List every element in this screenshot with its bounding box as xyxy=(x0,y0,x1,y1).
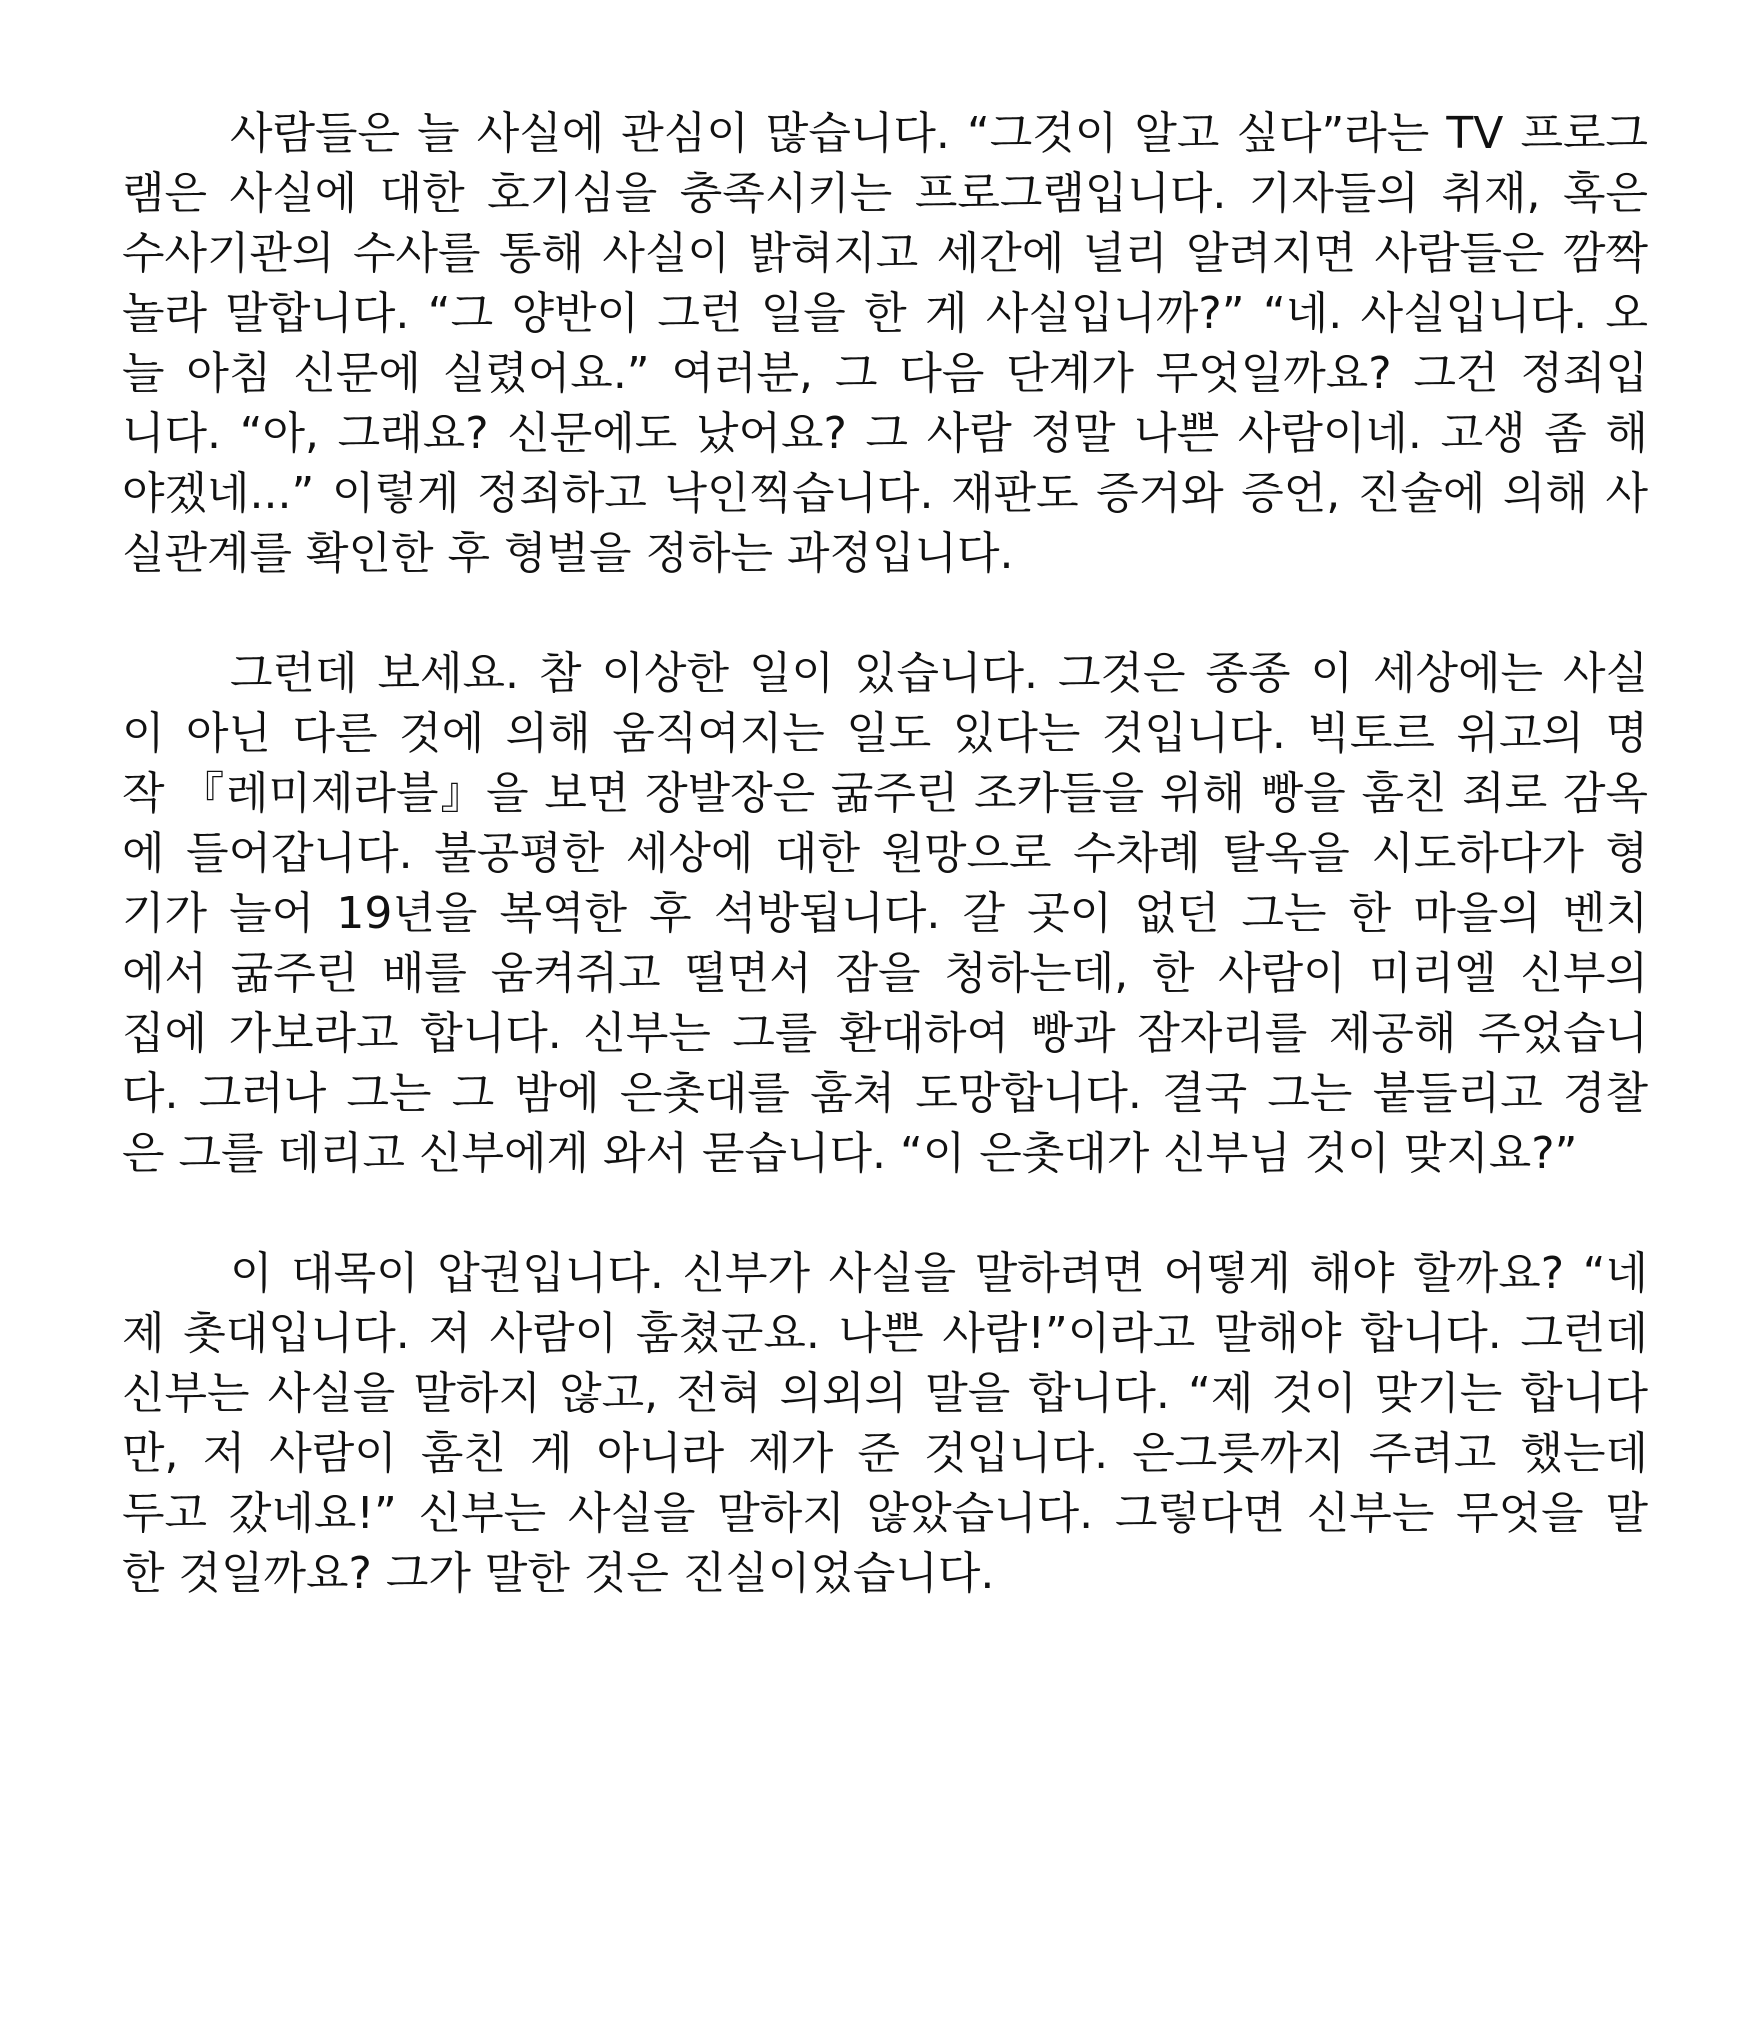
text-line: 은 그를 데리고 신부에게 와서 묻습니다. “이 은촛대가 신부님 것이 맞지요?” xyxy=(122,1128,1578,1179)
text-line: 작 『레미제라블』을 보면 장발장은 굶주린 조카들을 위해 빵을 훔친 죄로 감옥 xyxy=(122,768,1648,819)
text-line: 신부는 사실을 말하지 않고, 전혀 의외의 말을 합니다. “제 것이 맞기는 합니다 xyxy=(122,1368,1648,1419)
text-line: 제 촛대입니다. 저 사람이 훔쳤군요. 나쁜 사람!”이라고 말해야 합니다. 그런데 xyxy=(122,1308,1648,1359)
text-line: 집에 가보라고 합니다. 신부는 그를 환대하여 빵과 잠자리를 제공해 주었습니 xyxy=(122,1008,1649,1059)
text-line: 이 대목이 압권입니다. 신부가 사실을 말하려면 어떻게 해야 할까요? “네 xyxy=(230,1248,1648,1299)
text-line: 만, 저 사람이 훔친 게 아니라 제가 준 것입니다. 은그릇까지 주려고 했는데 xyxy=(122,1428,1648,1479)
text-line: 램은 사실에 대한 호기심을 충족시키는 프로그램입니다. 기자들의 취재, 혹은 xyxy=(122,168,1648,219)
text-line: 야겠네...” 이렇게 정죄하고 낙인찍습니다. 재판도 증거와 증언, 진술에 의해 사 xyxy=(122,468,1648,519)
text-line: 니다. “아, 그래요? 신문에도 났어요? 그 사람 정말 나쁜 사람이네. 고생 좀 해 xyxy=(122,408,1648,459)
text-line: 에서 굶주린 배를 움켜쥐고 떨면서 잠을 청하는데, 한 사람이 미리엘 신부의 xyxy=(122,948,1648,999)
text-line: 에 들어갑니다. 불공평한 세상에 대한 원망으로 수차례 탈옥을 시도하다가 형 xyxy=(122,828,1648,879)
text-line: 수사기관의 수사를 통해 사실이 밝혀지고 세간에 널리 알려지면 사람들은 깜짝 xyxy=(122,228,1648,279)
text-line: 다. 그러나 그는 그 밤에 은촛대를 훔쳐 도망합니다. 결국 그는 붙들리고 경찰 xyxy=(122,1068,1648,1119)
text-line: 그런데 보세요. 참 이상한 일이 있습니다. 그것은 종종 이 세상에는 사실 xyxy=(230,648,1648,699)
text-line: 기가 늘어 19년을 복역한 후 석방됩니다. 갈 곳이 없던 그는 한 마을의 벤치 xyxy=(122,888,1648,939)
text-line: 실관계를 확인한 후 형벌을 정하는 과정입니다. xyxy=(122,528,1014,579)
paragraph-3 xyxy=(122,1244,1648,1604)
paragraph-1 xyxy=(122,104,1648,584)
document-body xyxy=(122,104,1648,1664)
text-line: 한 것일까요? 그가 말한 것은 진실이었습니다. xyxy=(122,1548,995,1599)
text-line: 늘 아침 신문에 실렸어요.” 여러분, 그 다음 단계가 무엇일까요? 그건 정죄입 xyxy=(122,348,1648,399)
text-line: 사람들은 늘 사실에 관심이 많습니다. “그것이 알고 싶다”라는 TV 프로그 xyxy=(230,108,1648,159)
paragraph-2 xyxy=(122,644,1648,1184)
text-line: 놀라 말합니다. “그 양반이 그런 일을 한 게 사실입니까?” “네. 사실입니다. 오 xyxy=(122,288,1649,339)
text-line: 이 아닌 다른 것에 의해 움직여지는 일도 있다는 것입니다. 빅토르 위고의 명 xyxy=(122,708,1648,759)
text-line: 두고 갔네요!” 신부는 사실을 말하지 않았습니다. 그렇다면 신부는 무엇을 말 xyxy=(122,1488,1648,1539)
